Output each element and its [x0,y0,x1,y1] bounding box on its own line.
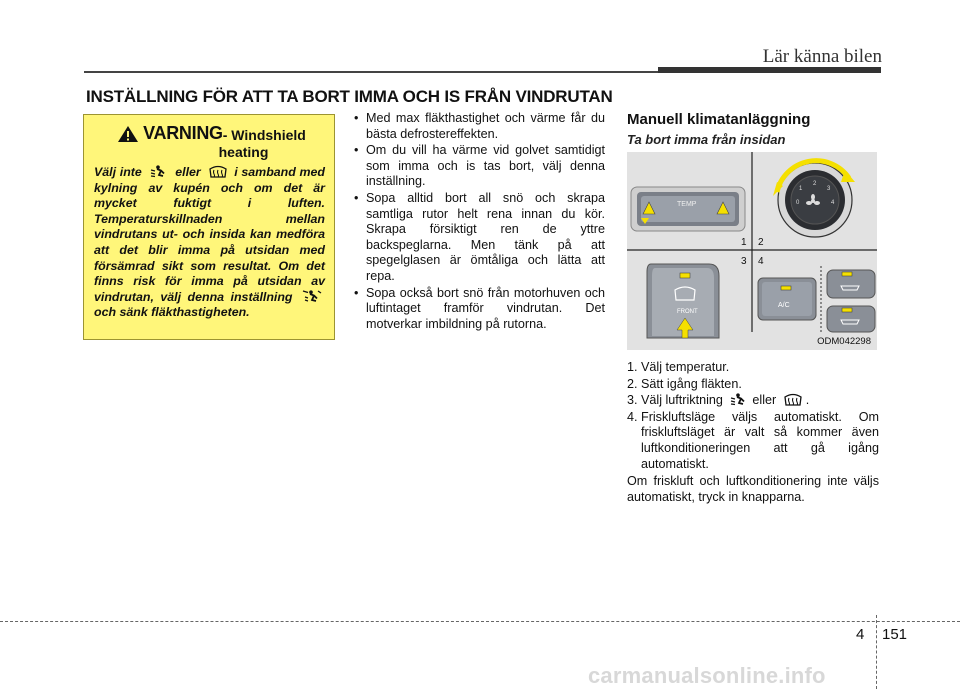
windshield-defrost-icon [783,393,803,406]
steps-list [627,360,879,505]
list-item: 3. Välj luftriktning eller . [627,393,810,408]
climate-control-figure [627,152,877,350]
svg-text:0: 0 [796,200,800,206]
list-item: • Om du vill ha värme vid golvet samtidigt som imma och is tas bort, välj denna inställning. [352,143,605,190]
subsection-title: Manuell klimatanläggning [627,111,811,128]
warning-header [98,123,325,144]
list-item: • Sopa alltid bort all snö och skrapa samtliga rutor helt rena innan du kör. Skrapa försiktigt ren de yttre backspeglarna. Men tänk på att spegelglasen är ömtåliga och lätta att repa. [352,191,605,285]
warning-box [83,114,335,340]
ac-label: A/C [778,302,790,309]
panel-label-1: 1 [741,237,747,248]
warning-subtitle-1: - Windshield [222,127,306,143]
bullet-list [352,111,605,333]
warning-triangle-icon [117,125,139,143]
figure-illustration [627,152,877,350]
warning-label: VARNING [143,123,223,143]
list-item: 4. Friskluftsläge väljs automatiskt. Om friskluftsläget är valt så kommer även luftkonditioneringen att gå igång automatiskt. [627,409,879,471]
warning-text: Välj inte eller i samband med kylning av kupén och om det är mycket fuktigt i luften. Temperaturskillnaden mellan vindrutans ut- och insida kan medföra att det blir imma på utsidan med försämrad sikt som resultat. Om det finns risk för imma på utsidan av vindrutan, välj denna inställning och sänk fläkthastigheten. [94,165,325,320]
panel-label-4: 4 [758,256,764,267]
front-defrost-button-illustration [647,264,719,338]
svg-text:3: 3 [827,186,831,192]
floor-feet-vent-icon [149,165,169,178]
windshield-defrost-icon [208,165,228,178]
chapter-number: 4 [856,626,865,643]
panel-label-2: 2 [758,237,764,248]
warning-subtitle-2: heating [218,144,269,160]
chapter-title: Lär känna bilen [762,46,882,67]
floor-defrost-mode-icon [302,290,322,303]
footer-rule [0,621,960,622]
list-item: • Med max fläkthastighet och värme får du bästa defrostereffekten. [352,111,605,142]
page-number: 151 [882,626,908,643]
list-item: 2. Sätt igång fläkten. [627,376,742,391]
panel-label-3: 3 [741,256,747,267]
note-text: Om friskluft och luftkonditionering inte väljs automatiskt, tryck in knapparna. [627,474,879,504]
list-item: • Sopa också bort snö från motorhuven och luftintaget framför vindrutan. Det motverkar imbildning på rutorna. [352,286,605,333]
temp-label: TEMP [677,201,697,208]
header-rule-accent [658,67,881,73]
svg-text:4: 4 [831,200,835,206]
svg-text:1: 1 [799,186,803,192]
figure-caption: ODM042298 [817,336,871,347]
watermark: carmanualsonline.info [588,663,826,688]
floor-feet-vent-icon [729,393,749,406]
subsection-subtitle: Ta bort imma från insidan [627,132,786,147]
section-title: INSTÄLLNING FÖR ATT TA BORT IMMA OCH IS FRÅN VINDRUTAN [86,87,613,106]
svg-text:2: 2 [813,181,817,187]
front-label: FRONT [677,309,698,315]
temp-control-panel [631,187,745,231]
footer-divider [876,615,877,689]
list-item: 1. Välj temperatur. [627,360,730,374]
